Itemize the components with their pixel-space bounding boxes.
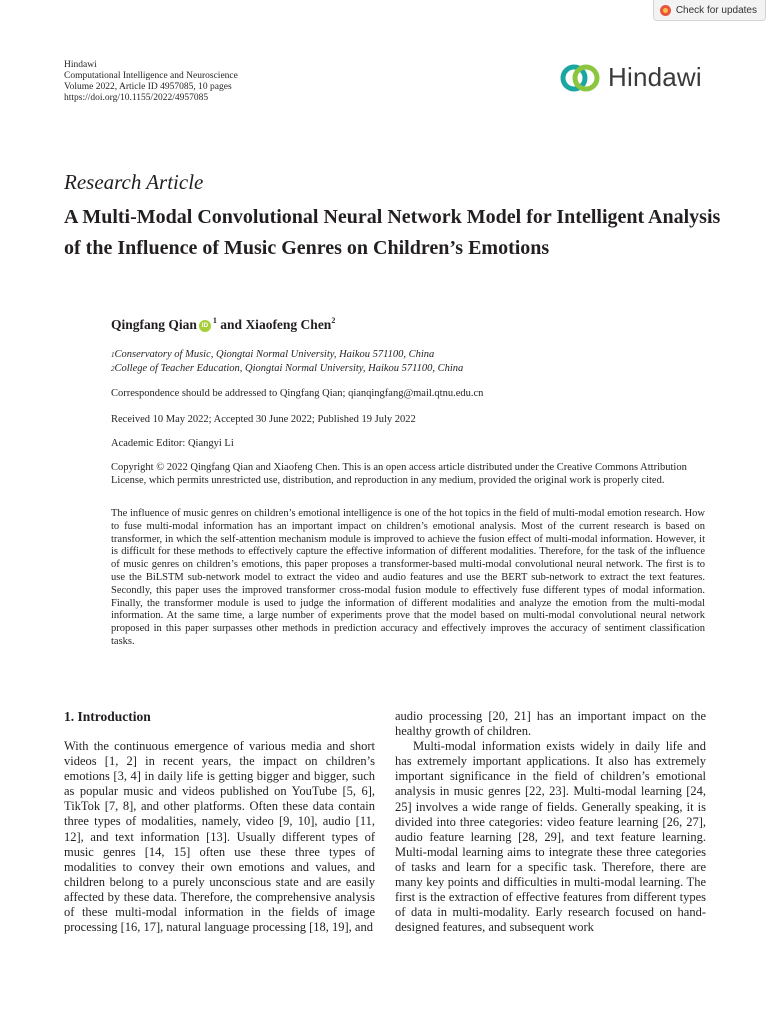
journal-name: Computational Intelligence and Neuroscience	[64, 71, 238, 81]
author-affiliation-marker: 2	[331, 316, 336, 325]
academic-editor: Academic Editor: Qiangyi Li	[111, 438, 234, 449]
affiliation-text: Conservatory of Music, Qiongtai Normal University, Haikou 571100, China	[114, 349, 435, 360]
author-line	[111, 317, 335, 333]
article-title: A Multi-Modal Convolutional Neural Network Model for Intelligent Analysis of the Influence of Music Genres on Children’s Emotions	[64, 206, 721, 259]
section-heading-introduction: 1. Introduction	[64, 709, 151, 724]
body-column-left	[64, 739, 375, 935]
abstract: The influence of music genres on children’s emotional intelligence is one of the hot topics in the field of multi-modal emotion research. How to fuse multi-modal information has an important impact on children’s emotional analysis. Most of the current research is based on transformer, in which the self-attention mechanism module is improved to achieve the fusion effect of multi-modal information. However, it is difficult for these methods to effectively capture the effective information of different modalities. Therefore, for the task of the influence of music genres on children’s emotions, this paper proposes a transformer-based multi-modal convolutional neural network. The first is to use the BiLSTM sub-network model to extract the video and audio features and use the BERT sub-network to extract the text features. Secondly, this paper uses the improved transformer cross-modal fusion module to effectively fuse different types of modal information. Finally, the transformer module is used to judge the information of different modalities and analyze the emotion from the multi-modal information. At the same time, a large number of experiments prove that the model based on multi-modal convolutional neural network proposed in this paper surpasses other methods in prediction accuracy and effectively improves the accuracy of sentiment classification tasks.	[111, 508, 705, 647]
affiliation	[111, 348, 434, 362]
correspondence: Correspondence should be addressed to Qingfang Qian; qianqingfang@mail.qtnu.edu.cn	[111, 388, 484, 399]
author-connector: and	[216, 317, 246, 332]
hindawi-logo	[560, 62, 702, 93]
author-name[interactable]: Xiaofeng Chen	[245, 317, 332, 332]
volume-info: Volume 2022, Article ID 4957085, 10 pages	[64, 82, 232, 92]
paragraph: Multi-modal information exists widely in daily life and has extremely important applications. It also has extremely important significance in the field of children’s emotional analysis in music genres [22, 23]. Multi-modal learning [24, 25] involves a wide range of fields. Generally speaking, it is divided into three categories: video feature learning [26, 27], audio feature learning [28, 29], and text feature learning. Multi-modal learning aims to integrate these three categories of tasks and learn for a specific task. Therefore, there are many key points and difficulties in multi-modal learning. The first is the extraction of effective features from different types of data in multi-modality. Early research focused on hand-designed features, and subsequent work	[395, 739, 706, 935]
affiliation-marker: 2	[111, 365, 115, 373]
crossmark-icon	[660, 5, 671, 16]
hindawi-rings-icon	[560, 63, 600, 93]
author-name[interactable]: Qingfang Qian	[111, 317, 197, 332]
affiliation-text: College of Teacher Education, Qiongtai Normal University, Haikou 571100, China	[114, 363, 464, 374]
check-for-updates-label: Check for updates	[675, 4, 757, 16]
author-affiliation-marker: 1	[212, 316, 217, 325]
article-type: Research Article	[64, 170, 204, 194]
hindawi-logo-text: Hindawi	[608, 62, 702, 92]
body-column-right	[395, 709, 706, 935]
publisher-name: Hindawi	[64, 60, 97, 70]
doi-link[interactable]: https://doi.org/10.1155/2022/4957085	[64, 93, 209, 103]
affiliation	[111, 362, 463, 376]
orcid-icon[interactable]: iD	[199, 320, 211, 332]
affiliation-marker: 1	[111, 351, 115, 359]
check-for-updates-button[interactable]	[653, 0, 766, 21]
paragraph: With the continuous emergence of various media and short videos [1, 2] in recent years, the impact on children’s emotions [3, 4] in daily life is getting bigger and bigger, such as popular music and videos published on YouTube [5, 6], TikTok [7, 8], and other platforms. Often these data contain three types of modalities, namely, video [9, 10], audio [11, 12], and text information [13]. Usually different types of music genres [14, 15] often use these three types of modalities to convey their own emotions and values, and children belong to a purely unconscious state and are easily affected by these data. Therefore, the comprehensive analysis of these multi-modal information in the fields of image processing [16, 17], natural language processing [18, 19], and	[64, 739, 375, 935]
paragraph: audio processing [20, 21] has an important impact on the healthy growth of children.	[395, 709, 706, 739]
copyright-notice: Copyright © 2022 Qingfang Qian and Xiaofeng Chen. This is an open access article distributed under the Creative Commons Attribution License, which permits unrestricted use, distribution, and reproduction in any medium, provided the original work is properly cited.	[111, 462, 687, 486]
publication-dates: Received 10 May 2022; Accepted 30 June 2022; Published 19 July 2022	[111, 414, 416, 425]
